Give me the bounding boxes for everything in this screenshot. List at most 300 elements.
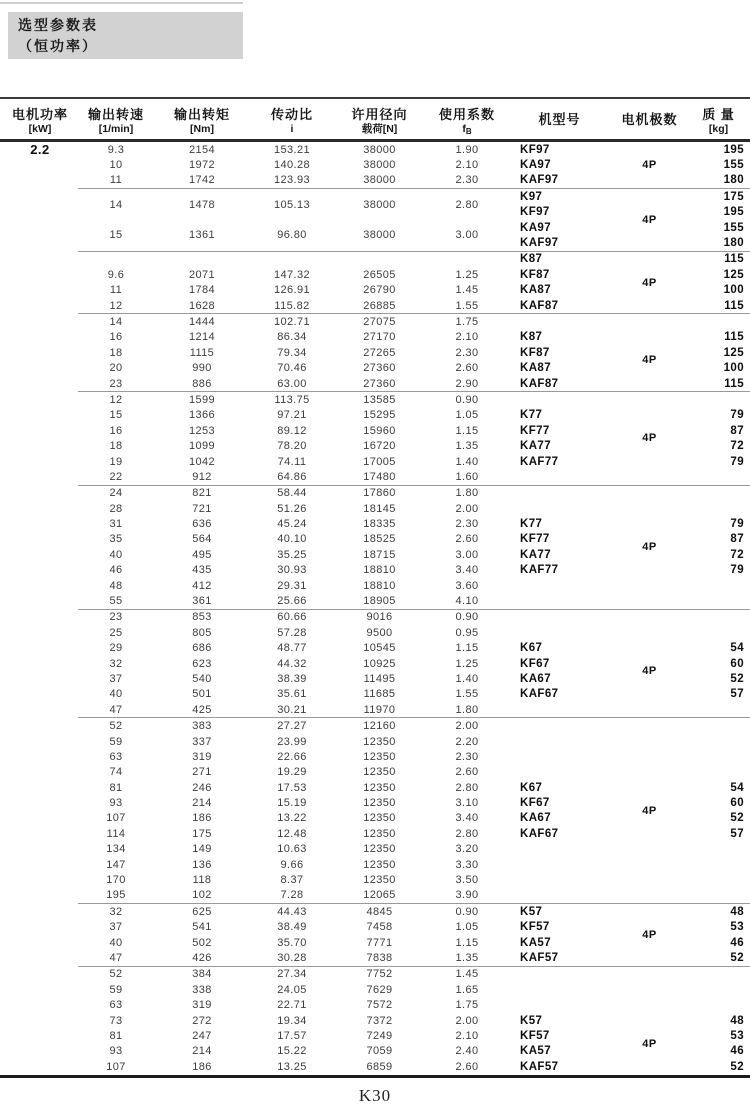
cell-ratio: 30.21 [277,703,307,716]
cell-ratio: 19.34 [277,1014,307,1027]
cell-output-speed: 195 [106,889,126,902]
cell-poles: 4P [642,159,657,172]
cell-ratio: 105.13 [273,198,311,211]
page-title-box [8,12,243,59]
cell-service-factor: 3.90 [455,889,479,902]
cell-radial-load: 27360 [363,377,396,390]
cell-ratio: 123.93 [273,174,311,187]
cell-output-torque: 319 [192,750,212,763]
cell-output-speed: 15 [109,229,123,242]
cell-poles: 4P [642,804,657,817]
cell-service-factor: 2.00 [455,502,479,515]
cell-ratio: 40.10 [277,533,307,546]
cell-output-torque: 821 [192,487,212,500]
cell-output-torque: 337 [192,735,212,748]
cell-output-torque: 1972 [188,159,216,172]
cell-output-torque: 1444 [188,315,216,328]
cell-output-torque: 338 [192,983,212,996]
cell-radial-load: 12160 [363,720,396,733]
cell-service-factor: 1.15 [455,424,479,437]
header-radial-load: 许用径向 载荷[N] [351,107,408,135]
cell-mass: 48 [730,905,744,918]
cell-model: KF57 [520,1029,550,1042]
cell-model: K97 [520,190,543,203]
cell-radial-load: 12350 [363,766,396,779]
cell-output-torque: 214 [192,1045,212,1058]
cell-radial-load: 12350 [363,827,396,840]
cell-mass: 79 [730,518,744,531]
cell-model: KA57 [520,936,552,949]
cell-ratio: 70.46 [277,362,307,375]
cell-ratio: 147.32 [273,268,311,281]
cell-mass: 125 [723,268,744,281]
cell-mass: 53 [730,921,744,934]
cell-output-speed: 16 [109,424,123,437]
cell-output-torque: 118 [192,874,212,887]
cell-ratio: 30.93 [277,564,307,577]
header-output-speed: 输出转速 [1/min] [87,107,144,135]
cell-model: KF57 [520,921,550,934]
cell-mass: 72 [730,548,744,561]
cell-model: K67 [520,642,543,655]
cell-output-speed: 14 [109,198,123,211]
cell-service-factor: 2.80 [455,827,479,840]
cell-radial-load: 11685 [363,688,396,701]
cell-radial-load: 12350 [363,750,396,763]
cell-radial-load: 7372 [366,1014,393,1027]
cell-model: KF97 [520,143,550,156]
cell-output-torque: 495 [192,548,212,561]
cell-service-factor: 2.30 [455,750,479,763]
cell-output-speed: 9.6 [107,268,125,281]
cell-mass: 46 [730,1045,744,1058]
cell-mass: 175 [723,190,744,203]
cell-ratio: 89.12 [277,424,307,437]
cell-output-speed: 47 [109,703,123,716]
cell-output-speed: 35 [109,533,123,546]
cell-output-speed: 63 [109,750,123,763]
cell-ratio: 9.66 [280,858,304,871]
cell-service-factor: 2.30 [455,346,479,359]
cell-poles: 4P [642,1037,657,1050]
cell-output-speed: 9.3 [107,143,125,156]
cell-output-speed: 25 [109,626,123,639]
table-header-row [0,97,750,142]
cell-output-torque: 412 [192,579,212,592]
cell-service-factor: 0.90 [455,393,479,406]
cell-mass: 52 [730,672,744,685]
cell-service-factor: 1.25 [455,657,479,670]
cell-output-speed: 14 [109,315,123,328]
cell-model: K57 [520,1014,543,1027]
cell-ratio: 78.20 [277,440,307,453]
cell-ratio: 45.24 [277,518,307,531]
cell-service-factor: 0.95 [455,626,479,639]
cell-radial-load: 26885 [363,299,396,312]
cell-output-torque: 886 [192,377,212,390]
cell-radial-load: 12350 [363,874,396,887]
cell-output-torque: 1366 [188,409,216,422]
cell-poles: 4P [642,432,657,445]
motor-power-value: 2.2 [30,142,50,158]
cell-service-factor: 2.90 [455,377,479,390]
cell-output-torque: 636 [192,518,212,531]
cell-ratio: 19.29 [277,766,307,779]
cell-poles: 4P [642,354,657,367]
cell-output-speed: 81 [109,1029,123,1042]
cell-radial-load: 6859 [366,1060,393,1073]
cell-output-speed: 147 [106,858,126,871]
cell-radial-load: 38000 [363,229,396,242]
cell-output-torque: 435 [192,564,212,577]
cell-ratio: 17.53 [277,781,307,794]
cell-service-factor: 1.65 [455,983,479,996]
cell-mass: 155 [723,159,744,172]
cell-mass: 60 [730,797,744,810]
cell-mass: 180 [723,237,744,250]
cell-output-torque: 1599 [188,393,216,406]
cell-service-factor: 3.60 [455,579,479,592]
cell-model: KF67 [520,657,550,670]
cell-service-factor: 2.10 [455,331,479,344]
cell-output-torque: 912 [192,470,212,483]
cell-service-factor: 1.45 [455,284,479,297]
header-model: 机型号 [538,112,581,127]
cell-ratio: 38.49 [277,921,307,934]
cell-service-factor: 1.55 [455,299,479,312]
cell-mass: 115 [724,253,744,266]
cell-ratio: 38.39 [277,672,307,685]
cell-poles: 4P [642,928,657,941]
header-output-torque: 输出转矩 [Nm] [173,107,230,135]
cell-output-torque: 271 [192,766,212,779]
cell-radial-load: 9500 [366,626,393,639]
cell-ratio: 35.61 [277,688,307,701]
cell-output-torque: 686 [192,642,212,655]
cell-mass: 115 [724,377,744,390]
cell-ratio: 96.80 [277,229,307,242]
cell-ratio: 63.00 [277,377,307,390]
table-block [0,967,750,1079]
cell-poles: 4P [642,213,657,226]
cell-ratio: 25.66 [277,595,307,608]
cell-output-torque: 721 [192,502,212,515]
cell-ratio: 74.11 [277,455,307,468]
cell-service-factor: 3.40 [455,812,479,825]
cell-ratio: 126.91 [273,284,311,297]
cell-mass: 60 [730,657,744,670]
cell-radial-load: 27075 [363,315,396,328]
cell-service-factor: 1.15 [455,642,479,655]
cell-radial-load: 7249 [366,1029,393,1042]
cell-service-factor: 2.30 [455,518,479,531]
cell-radial-load: 18145 [363,502,396,515]
cell-model: KAF67 [520,827,559,840]
cell-mass: 54 [730,781,744,794]
cell-service-factor: 3.50 [455,874,479,887]
cell-radial-load: 9016 [366,611,393,624]
cell-output-torque: 175 [192,827,212,840]
cell-service-factor: 1.05 [455,921,479,934]
cell-mass: 52 [730,1060,744,1073]
cell-mass: 100 [723,362,744,375]
cell-service-factor: 2.10 [455,159,479,172]
cell-output-speed: 29 [109,642,123,655]
cell-poles: 4P [642,276,657,289]
cell-ratio: 10.63 [277,843,307,856]
cell-mass: 48 [730,1014,744,1027]
cell-output-speed: 46 [109,564,123,577]
cell-output-speed: 16 [109,331,123,344]
cell-mass: 54 [730,642,744,655]
cell-output-torque: 383 [192,720,212,733]
cell-radial-load: 12350 [363,735,396,748]
cell-service-factor: 2.40 [455,1045,479,1058]
cell-service-factor: 1.35 [455,440,479,453]
cell-output-torque: 805 [192,626,212,639]
cell-mass: 72 [730,440,744,453]
cell-output-speed: 11 [109,284,123,297]
cell-output-torque: 186 [192,1060,212,1073]
cell-output-speed: 107 [106,1060,126,1073]
cell-output-torque: 541 [192,921,212,934]
cell-ratio: 7.28 [280,889,304,902]
cell-ratio: 57.28 [277,626,307,639]
cell-service-factor: 3.40 [455,564,479,577]
cell-output-speed: 93 [109,1045,123,1058]
cell-ratio: 12.48 [277,827,307,840]
cell-mass: 125 [723,346,744,359]
cell-mass: 115 [724,299,744,312]
table-block [0,142,750,189]
cell-radial-load: 7629 [366,983,393,996]
cell-service-factor: 1.75 [455,999,479,1012]
cell-service-factor: 1.60 [455,470,479,483]
cell-model: K87 [520,331,543,344]
cell-radial-load: 15295 [363,409,396,422]
cell-output-torque: 502 [192,936,212,949]
cell-ratio: 51.26 [277,502,307,515]
cell-output-torque: 102 [192,889,212,902]
cell-radial-load: 10925 [363,657,396,670]
cell-radial-load: 38000 [363,159,396,172]
cell-output-torque: 425 [192,703,212,716]
cell-output-speed: 19 [109,455,123,468]
cell-mass: 52 [730,952,744,964]
header-motor-poles: 电机极数 [621,112,678,127]
top-rule [0,2,243,4]
cell-mass: 155 [723,221,744,234]
cell-ratio: 22.66 [277,750,307,763]
cell-output-torque: 272 [192,1014,212,1027]
table-block [0,610,750,719]
cell-output-speed: 22 [109,470,123,483]
cell-mass: 57 [730,827,744,840]
cell-output-torque: 186 [192,812,212,825]
cell-ratio: 64.86 [277,470,307,483]
table-block [0,189,750,252]
cell-model: KAF77 [520,455,559,468]
cell-radial-load: 18715 [363,548,396,561]
cell-mass: 46 [730,936,744,949]
cell-output-torque: 1253 [188,424,216,437]
cell-output-torque: 1042 [188,455,216,468]
cell-output-torque: 990 [192,362,212,375]
cell-output-speed: 114 [106,827,126,840]
cell-service-factor: 2.00 [455,720,479,733]
cell-model: KA97 [520,221,552,234]
table-block [0,392,750,485]
cell-output-speed: 23 [109,377,123,390]
cell-radial-load: 26505 [363,268,396,281]
cell-ratio: 153.21 [273,143,311,156]
cell-service-factor: 1.05 [455,409,479,422]
cell-model: KAF57 [520,952,559,964]
cell-model: K87 [520,253,543,266]
cell-output-torque: 136 [192,858,212,871]
cell-output-torque: 247 [192,1029,212,1042]
cell-output-torque: 149 [192,843,212,856]
cell-output-torque: 1115 [189,346,215,359]
cell-mass: 87 [730,533,744,546]
cell-output-torque: 501 [192,688,212,701]
cell-output-speed: 32 [109,657,123,670]
cell-mass: 195 [723,206,744,219]
cell-radial-load: 26790 [363,284,396,297]
cell-output-torque: 1214 [188,331,216,344]
cell-service-factor: 1.80 [455,487,479,500]
cell-service-factor: 3.10 [455,797,479,810]
cell-service-factor: 2.10 [455,1029,479,1042]
cell-output-speed: 10 [109,159,123,172]
cell-ratio: 13.25 [277,1060,307,1073]
cell-ratio: 29.31 [277,579,307,592]
cell-radial-load: 18525 [363,533,396,546]
cell-ratio: 27.34 [277,968,307,981]
cell-radial-load: 7059 [366,1045,393,1058]
cell-mass: 79 [730,564,744,577]
cell-ratio: 48.77 [277,642,307,655]
cell-mass: 79 [730,409,744,422]
cell-output-speed: 55 [109,595,123,608]
cell-output-speed: 40 [109,936,123,949]
cell-radial-load: 38000 [363,198,396,211]
cell-output-torque: 1784 [188,284,216,297]
cell-service-factor: 1.80 [455,703,479,716]
cell-radial-load: 11970 [363,703,396,716]
cell-radial-load: 12350 [363,781,396,794]
cell-mass: 100 [723,284,744,297]
cell-radial-load: 12350 [363,812,396,825]
cell-mass: 87 [730,424,744,437]
cell-ratio: 35.25 [277,548,307,561]
cell-service-factor: 1.55 [455,688,479,701]
cell-mass: 79 [730,455,744,468]
cell-radial-load: 12350 [363,797,396,810]
cell-output-speed: 20 [109,362,123,375]
cell-radial-load: 18810 [363,579,396,592]
cell-output-speed: 15 [109,409,123,422]
table-block [0,904,750,967]
table-block [0,486,750,610]
cell-radial-load: 12350 [363,843,396,856]
footer-page-number: K30 [358,1086,392,1105]
cell-output-speed: 74 [109,766,123,779]
cell-mass: 52 [730,812,744,825]
cell-radial-load: 38000 [363,143,396,156]
cell-model: KA87 [520,362,552,375]
cell-output-torque: 246 [192,781,212,794]
cell-output-speed: 31 [109,518,123,531]
cell-output-speed: 18 [109,346,123,359]
cell-ratio: 13.22 [277,812,307,825]
cell-output-torque: 1478 [188,198,216,211]
cell-radial-load: 17860 [363,487,396,500]
cell-radial-load: 7771 [366,936,393,949]
cell-service-factor: 1.90 [455,143,479,156]
cell-ratio: 86.34 [277,331,307,344]
cell-ratio: 23.99 [277,735,307,748]
cell-model: KF77 [520,424,550,437]
cell-output-torque: 1361 [188,229,216,242]
cell-service-factor: 1.35 [455,952,479,964]
cell-radial-load: 10545 [363,642,396,655]
cell-output-speed: 63 [109,999,123,1012]
cell-model: KAF97 [520,174,559,187]
cell-output-speed: 28 [109,502,123,515]
cell-ratio: 113.75 [274,393,310,406]
cell-service-factor: 1.45 [455,968,479,981]
cell-output-speed: 12 [109,299,123,312]
cell-output-speed: 73 [109,1014,123,1027]
cell-service-factor: 3.00 [455,548,479,561]
cell-radial-load: 7752 [366,968,393,981]
cell-service-factor: 4.10 [455,595,479,608]
cell-ratio: 60.66 [277,611,307,624]
cell-output-torque: 1742 [188,174,216,187]
cell-poles: 4P [642,665,657,678]
cell-model: KAF87 [520,299,559,312]
cell-radial-load: 12065 [363,889,396,902]
cell-model: KAF57 [520,1060,559,1073]
cell-output-speed: 170 [106,874,126,887]
cell-output-speed: 48 [109,579,123,592]
cell-output-speed: 134 [106,843,126,856]
cell-model: K67 [520,781,543,794]
cell-output-speed: 18 [109,440,123,453]
cell-model: KF67 [520,797,550,810]
cell-ratio: 15.22 [277,1045,307,1058]
cell-radial-load: 7838 [366,952,393,964]
cell-radial-load: 7572 [366,999,393,1012]
table-block [0,252,750,315]
cell-output-torque: 623 [192,657,212,670]
cell-output-torque: 625 [192,905,212,918]
header-ratio: 传动比 i [270,107,313,135]
cell-output-speed: 24 [109,487,123,500]
cell-output-speed: 47 [109,952,123,964]
cell-service-factor: 0.90 [455,905,479,918]
cell-output-speed: 40 [109,548,123,561]
cell-radial-load: 27360 [363,362,396,375]
selection-parameter-table [0,97,750,1078]
cell-service-factor: 1.40 [455,455,479,468]
cell-service-factor: 3.30 [455,858,479,871]
cell-output-torque: 1099 [188,440,216,453]
cell-model: KA67 [520,672,552,685]
cell-radial-load: 27265 [363,346,396,359]
cell-ratio: 24.05 [277,983,307,996]
